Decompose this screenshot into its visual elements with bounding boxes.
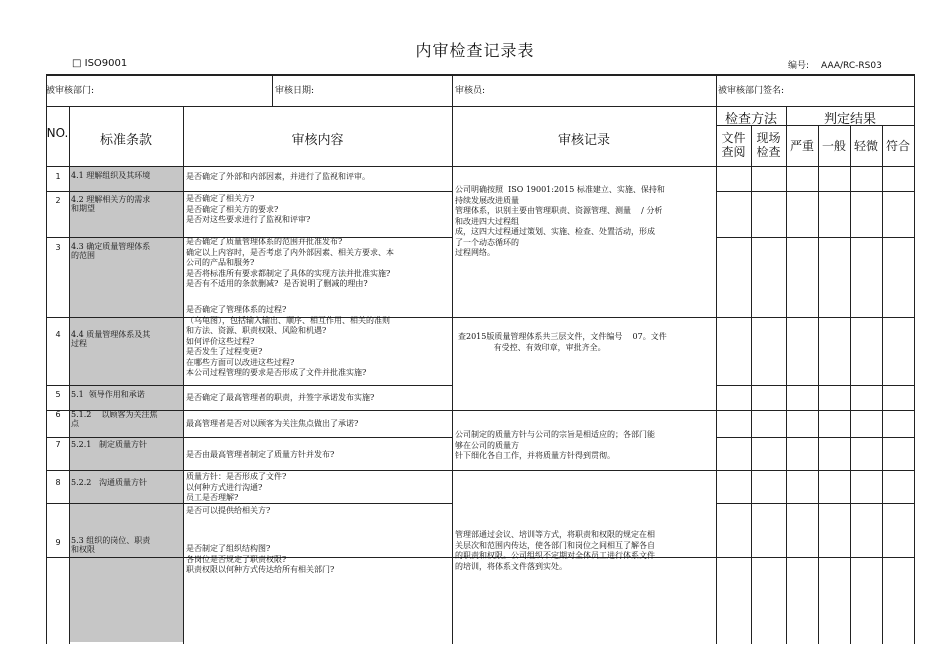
clause-text: 5.2.2 沟通质量方针 [71,478,147,487]
audit-record: 查2015版质量管理体系共三层文件，文件编号 07。文件 有受控、有效印章，审批齐全。 [458,332,667,352]
row-number: 7 [55,440,61,449]
header-clause: 标准条款 [99,133,152,148]
audit-record: 公司明确按照 ISO 19001:2015 标准建立、实施、保持和 持续发展改进质量 管理体系，识别主要由管理职责、资源管理、测量 / 分析 和改进四大过程组 成，这四大过程通过策划、实施、检查、处置活动，形成 了一个动态循环的 过程网络。 [455,185,665,257]
header-no: NO. [46,126,69,140]
audit-content: 是否确定了相关方? 是否确定了相关方的要求? 是否对这些要求进行了监视和评审? [186,194,311,224]
header-serious: 严重 [789,139,814,153]
clause-text: 5.2.1 制定质量方针 [71,440,147,449]
header-conform: 符合 [885,139,910,153]
row-number: 2 [55,196,61,205]
sign-label: 被审核部门签名: [718,86,785,96]
code-label: 编号: [788,61,810,71]
date-label: 审核日期: [275,86,315,96]
audit-content: 是否确定了最高管理者的职责，并签字承诺发布实施? [186,393,375,402]
header-minor: 轻微 [853,139,878,153]
iso-checkbox-label[interactable]: □ ISO9001 [72,58,128,69]
form-code [788,58,882,71]
header-record: 审核记录 [557,133,610,148]
header-result: 判定结果 [823,112,876,127]
code-value: AAA/RC-RS03 [821,61,882,71]
header-general: 一般 [821,139,846,153]
row-number: 3 [55,243,61,252]
header-content: 审核内容 [291,133,344,148]
auditor-label: 审核员: [455,86,486,96]
audit-content: 是否由最高管理者制定了质量方针并发布? [186,450,335,459]
header-doc-review: 文件 查阅 [721,131,746,159]
audit-record: 公司制定的质量方针与公司的宗旨是相适应的；各部门能 够在公司的质量方 针下细化各自工作，并将质量方针得到贯彻。 [455,430,655,460]
audit-content: 最高管理者是否对以顾客为关注焦点做出了承诺? [186,419,359,428]
row-number: 5 [55,390,61,399]
clause-text: 4.3 确定质量管理体系 的范围 [71,242,151,260]
clause-text: 4.2 理解相关方的需求 和期望 [71,195,151,213]
audit-content: 是否确定了管理体系的过程? （乌龟图），包括输入输出、顺序、相互作用、相关的准则 和方法、资源、职责权限、风险和机遇? 如何评价这些过程? 是否发生了过程变更? 在哪些方面可以改进这些过程? 本公司过程管理的要求是否形成了文件并批准实施? [186,305,390,377]
audit-content: 是否确定了外部和内部因素，并进行了监视和评审。 [186,172,370,181]
audit-content: 是否可以提供给相关方? [186,506,271,515]
dept-label: 被审核部门: [46,86,95,96]
audit-content: 质量方针：是否形成了文件? 以何种方式进行沟通? 员工是否理解? [186,472,287,502]
audit-content: 是否制定了组织结构图? 各岗位是否规定了职责权限? 职责权限以何种方式传达给所有相关部门? [186,544,335,574]
row-number: 1 [55,172,61,181]
page-title: 内审检查记录表 [415,41,535,60]
row-number: 9 [55,538,61,547]
audit-content: 是否确定了质量管理体系的范围并批准发布? 确定以上内容时，是否考虑了内外部因素、相关方要求、本 公司的产品和服务? 是否将标准所有要求都制定了具体的实现方法并批准实施? 是否有不适用的条款删减? 是否说明了删减的理由? [186,237,394,288]
row-number: 4 [55,330,61,339]
header-site-check: 现场 检查 [756,131,781,159]
row-number: 6 [55,410,61,419]
clause-text: 5.1 领导作用和承诺 [71,390,145,399]
row-number: 8 [55,478,61,487]
clause-text: 4.4 质量管理体系及其 过程 [71,330,151,348]
clause-text: 5.1.2 以顾客为关注焦 点 [71,410,158,428]
header-method: 检查方法 [724,112,777,127]
clause-text: 4.1 理解组织及其环境 [71,171,151,180]
clause-text: 5.3 组织的岗位、职责 和权限 [71,536,151,554]
audit-record: 管理部通过会议、培训等方式，将职责和权限的规定在相 关层次和范围内传达，使各部门和岗位之间相互了解各自 的职责和权限。公司组织不定期对全体员工进行体系文件 的培训，将体系文件落到实处。 [455,530,655,571]
